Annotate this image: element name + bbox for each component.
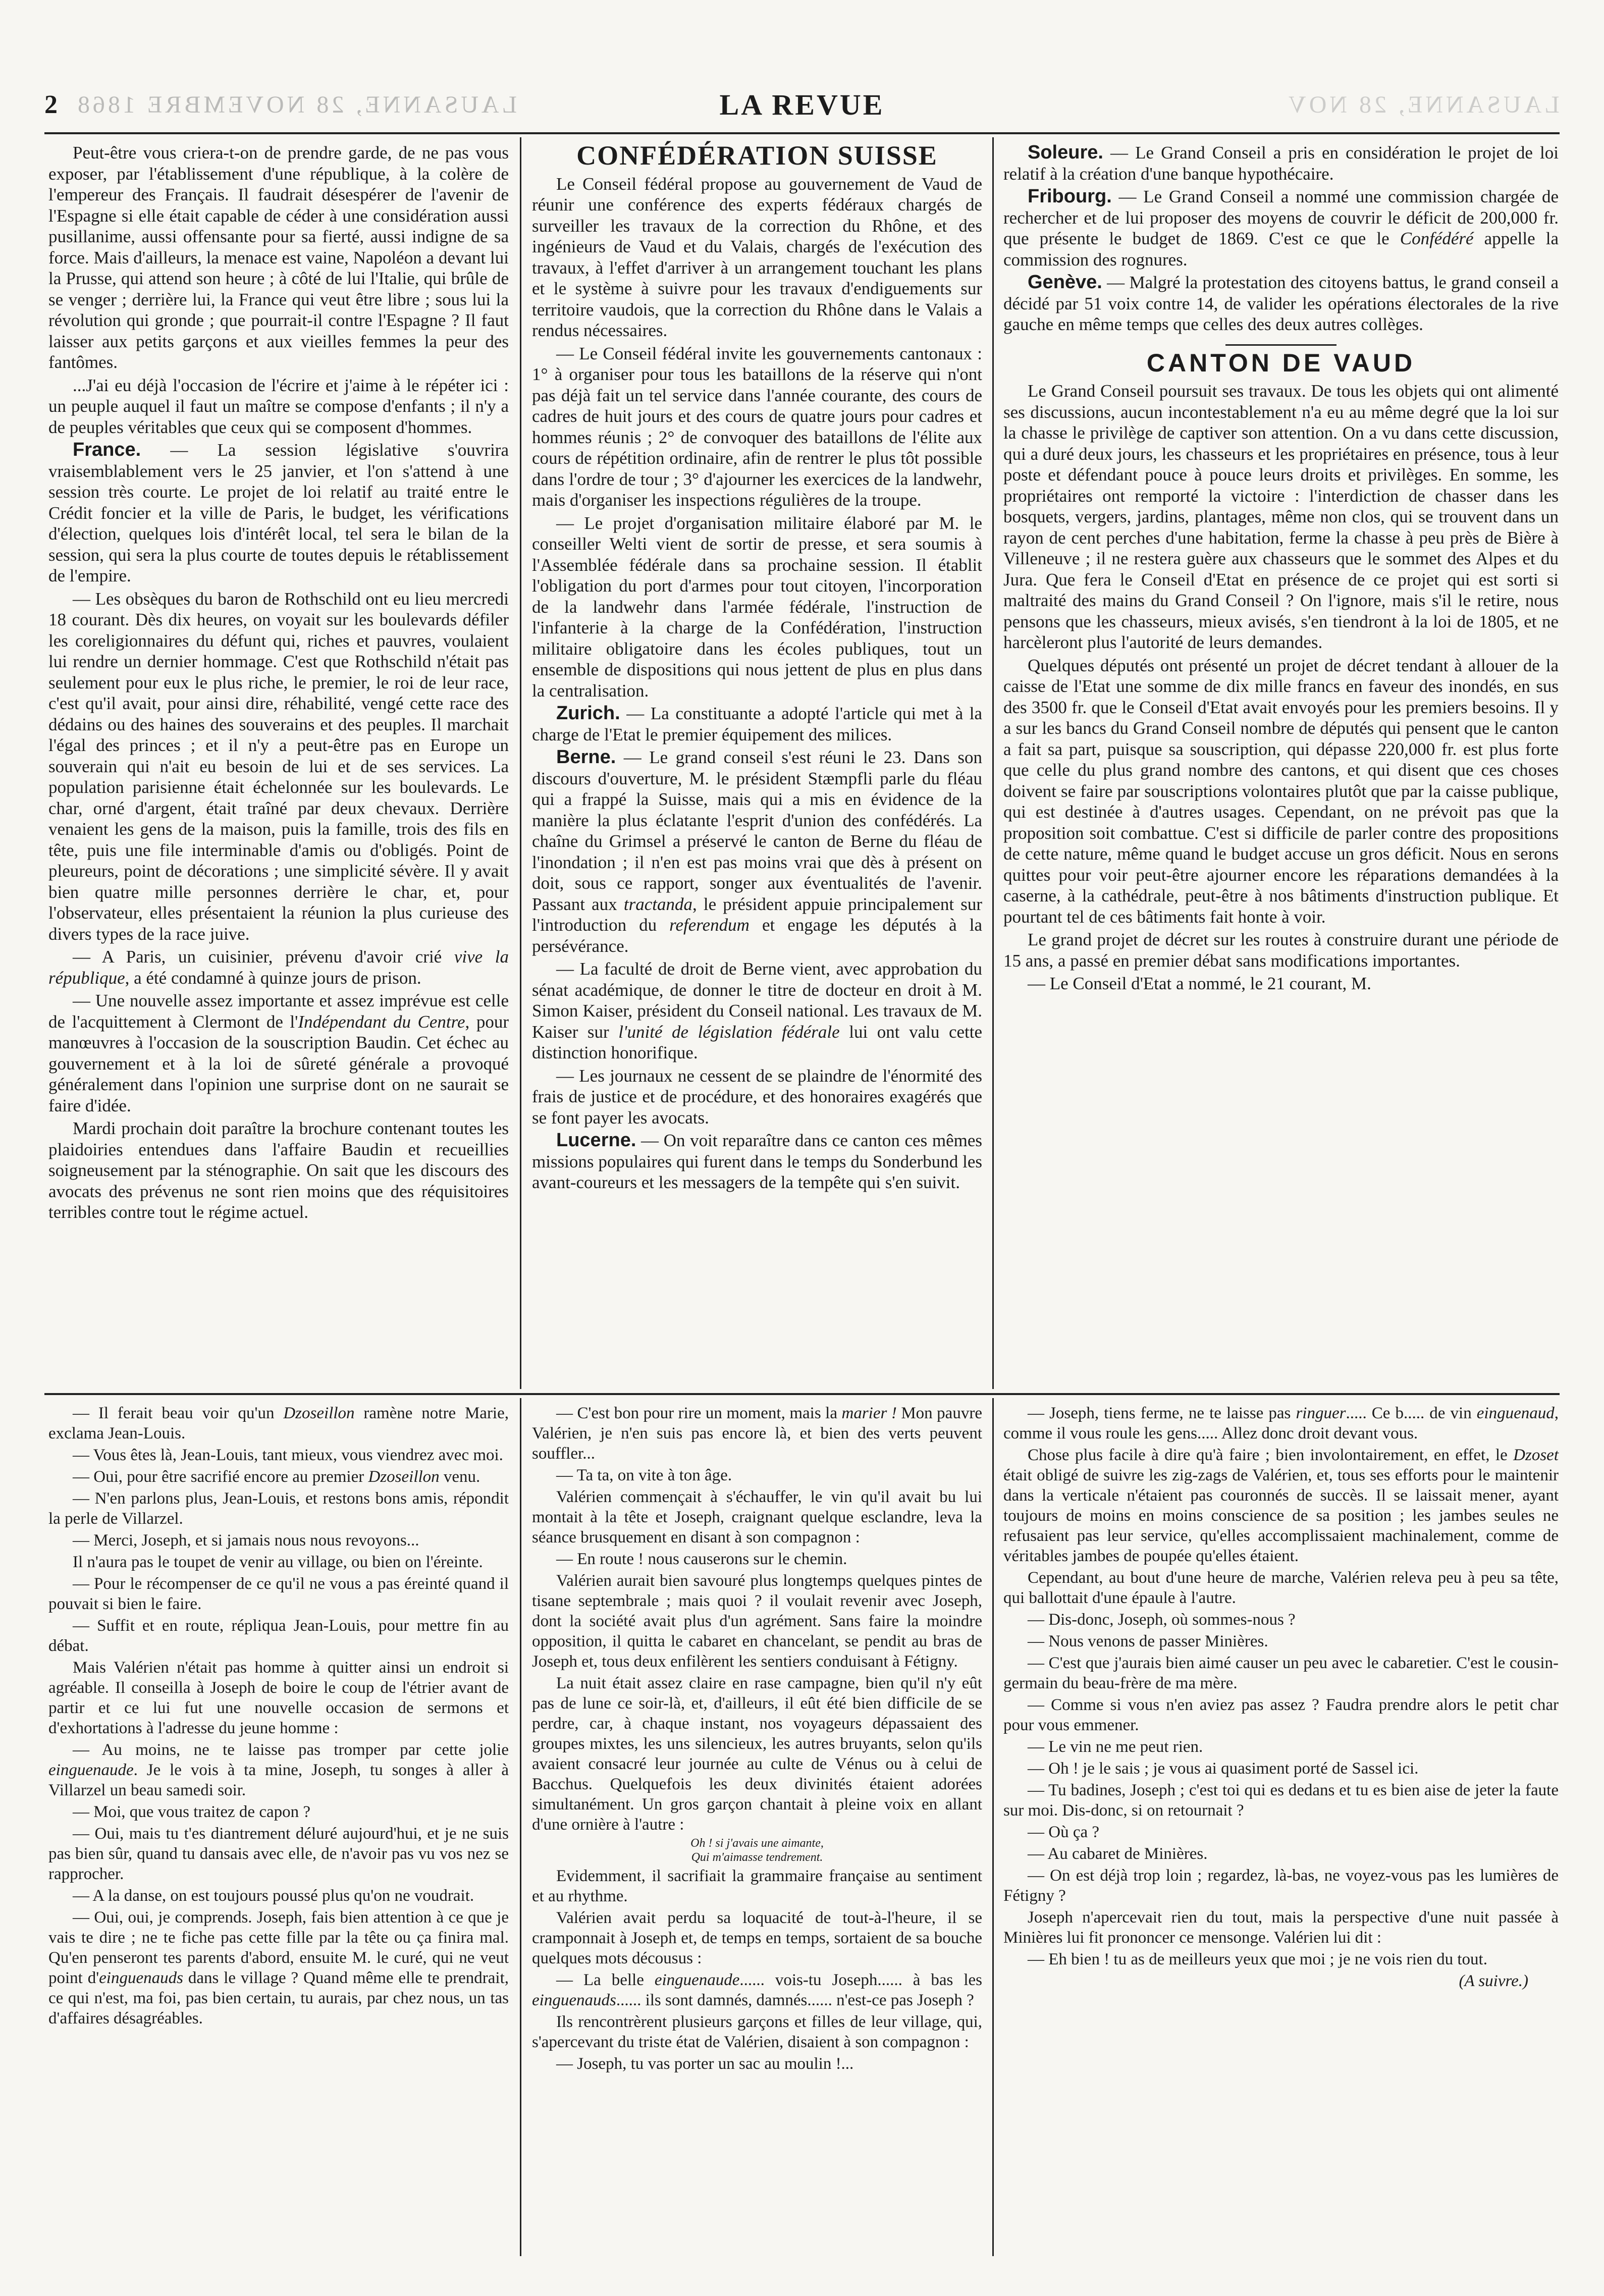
feuilleton-paragraph — [1003, 1695, 1559, 1735]
article-paragraph — [48, 440, 509, 586]
paragraph-text: — Le vin ne me peut rien. — [1028, 1738, 1203, 1756]
header-rule — [44, 132, 1560, 134]
paragraph-text: Le grand projet de décret sur les routes à construire durant une période de 15 ans, a passé en premier débat sans modifications importantes. — [1003, 930, 1559, 971]
feuilleton-paragraph — [48, 1658, 509, 1738]
italic-text: einguenaud — [1476, 1404, 1555, 1422]
article-paragraph — [532, 703, 982, 745]
feuilleton-paragraph — [48, 1530, 509, 1551]
paragraph-text: — Les journaux ne cessent de se plaindre de l'énormité des frais de justice et de procédure, et des honoraires exagérés que se font payer les avocats. — [532, 1065, 982, 1128]
italic-text: Dzoseillon — [368, 1468, 440, 1486]
paragraph-text: — C'est bon pour rire un moment, mais la — [556, 1404, 842, 1422]
paragraph-text: Evidemment, il sacrifiait la grammaire française au sentiment et au rhythme. — [532, 1867, 982, 1905]
article-paragraph — [48, 589, 509, 945]
paragraph-text: Valérien aurait bien savouré plus longtemps quelques pintes de tisane septembrale ; mais quoi ? il voulait revenir avec Joseph, dont la société avait plus d'un agrément. Sans faire la moindre opposition, il quitta le cabaret en chancelant, se pendit au bras de Joseph et, tous deux enfilèrent les sentiers conduisant à Fétigny. — [532, 1572, 982, 1671]
italic-text: referendum — [669, 915, 750, 935]
feuilleton-paragraph — [48, 1467, 509, 1487]
article-paragraph — [48, 1118, 509, 1223]
paragraph-text: Mais Valérien n'était pas homme à quitter ainsi un endroit si agréable. Il conseilla à Joseph de boire le coup de l'étrier avant de partir et ce lui fut une nouvelle occasion de sermons et d'exhortations à l'adresse du jeune homme : — [48, 1659, 509, 1737]
feuilleton-paragraph — [532, 1487, 982, 1547]
feuilleton-paragraph — [1003, 1865, 1559, 1906]
article-paragraph — [532, 747, 982, 956]
feuilleton-paragraph — [1003, 1907, 1559, 1948]
paragraph-text: — Dis-donc, Joseph, où sommes-nous ? — [1028, 1611, 1296, 1629]
feuilleton-paragraph — [532, 1571, 982, 1672]
paragraph-text: — Joseph, tu vas porter un sac au moulin !... — [556, 2055, 854, 2073]
feuilleton-paragraph — [532, 1970, 982, 2010]
paragraph-text: — Il ferait beau voir qu'un — [73, 1404, 284, 1422]
bleed-through-right: LAUSANNE, 28 NOV — [1286, 91, 1560, 118]
italic-text: einguenaude — [48, 1761, 134, 1779]
paragraph-text: et engage les députés à la persévérance. — [532, 915, 983, 956]
paragraph-text: — Tu badines, Joseph ; c'est toi qui es dedans et tu es bien aise de jeter la faute sur moi. Dis-donc, si on retournait ? — [1003, 1781, 1559, 1820]
italic-text: Dzoset — [1513, 1446, 1559, 1464]
article-paragraph — [1003, 186, 1559, 270]
paragraph-text: — Le projet d'organisation militaire élaboré par M. le conseiller Welti vient de sortir de presse, et sera soumis à l'Assemblée fédérale dans sa prochaine session. Il établit l'obligation du port d'armes pour tout citoyen, l'incorporation de la landwehr dans l'armée fédérale, l'instruction de l'infanterie à la charge de la Confédération, l'instruction militaire obligatoire dans les écoles publiques, tout un ensemble de dispositions qui nous jettent de plus en plus dans la centralisation. — [532, 513, 982, 701]
paragraph-text: — Ta ta, on vite à ton âge. — [556, 1466, 732, 1484]
article-paragraph — [1003, 973, 1559, 994]
feuilleton-paragraph — [1003, 1758, 1559, 1779]
italic-text: einguenaude — [654, 1971, 740, 1989]
paragraph-text: — La session législative s'ouvrira vraisemblablement vers le 25 janvier, et l'on s'attend à une session très courte. Le projet de loi relatif au traité entre le Crédit foncier et la ville de Paris, le budget, les vérifications d'élection, quelques lois d'intérêt local, tel sera le bilan de la session, qui sera la plus courte de toutes depuis le rétablissement de l'empire. — [48, 440, 509, 585]
paragraph-text: Valérien avait perdu sa loquacité de tout-à-l'heure, il se cramponnait à Joseph et, de temps en temps, sortaient de sa bouche quelques mots décousus : — [532, 1909, 982, 1967]
paragraph-text: ..... Ce b..... de vin — [1346, 1404, 1477, 1422]
paragraph-text: — N'en parlons plus, Jean-Louis, et restons bons amis, répondit la perle de Villarzel. — [48, 1489, 509, 1528]
feuilleton-column-rule-2 — [992, 1398, 994, 2256]
italic-text: Indépendant du Centre — [298, 1011, 465, 1032]
article-paragraph — [532, 343, 982, 511]
paragraph-text: , pour manœuvres à l'occasion de la souscription Baudin. Cet échec au gouvernement et à la loi de sûreté générale a provoqué généralement dans l'opinion une surprise dont on ne saurait se faire d'idée. — [48, 1011, 509, 1115]
paragraph-text: , comme il vous roule les gens..... Allez donc droit devant vous. — [1003, 1404, 1559, 1443]
feuilleton-paragraph — [1003, 1445, 1559, 1566]
italic-text: marier ! — [841, 1404, 897, 1422]
page-header — [44, 86, 1560, 131]
paragraph-text: ...J'ai eu déjà l'occasion de l'écrire et j'aime à le répéter ici : un peuple auquel il faut un maître se compose d'enfants ; il n'y a de peuples véritables que ceux qui se composent d'hommes. — [48, 375, 509, 437]
paragraph-text: était obligé de suivre les zig-zags de Valérien, et, tous ses efforts pour le maintenir dans la verticale n'étaient pas couronnés de succès. Il se laissait mener, ayant toujours de moins en moins conscience de sa position ; les jambes seules ne refusaient pas leur service, qu'elles accomplissaient machinalement, comme de véritables jambes de poupée qu'elles étaient. — [1003, 1466, 1559, 1565]
italic-text: vive la république — [48, 947, 509, 988]
feuilleton-paragraph — [1003, 1631, 1559, 1651]
feuilleton-paragraph — [48, 1552, 509, 1572]
column-1 — [48, 142, 509, 1225]
paragraph-text: — Moi, que vous traitez de capon ? — [73, 1803, 311, 1821]
paragraph-text: , a été condamné à quinze jours de prison. — [125, 968, 421, 988]
paragraph-text: — La constituante a adopté l'article qui met à la charge de l'Etat le premier équipement des milices. — [532, 704, 982, 744]
paragraph-text: Joseph n'apercevait rien du tout, mais la perspective d'une nuit passée à Minières lui fit prononcer ce mensonge. Valérien lui dit : — [1003, 1908, 1559, 1947]
paragraph-text: — La faculté de droit de Berne vient, avec approbation du sénat académique, de donner le titre de docteur en droit à M. Simon Kaiser, président du Conseil national. Les travaux de M. Kaiser sur — [532, 959, 982, 1042]
paragraph-text: — Merci, Joseph, et si jamais nous nous revoyons... — [73, 1531, 419, 1550]
section-heading-canton-vaud: CANTON DE VAUD — [1146, 348, 1416, 377]
italic-text: l'unité de législation fédérale — [618, 1022, 840, 1042]
feuilleton-paragraph — [1003, 1610, 1559, 1630]
paragraph-text: Peut-être vous criera-t-on de prendre garde, de ne pas vous exposer, par l'établissement d'une république, à la colère de l'empereur des Français. Il faudrait désespérer de l'avenir de l'Espagne si elle était capable de céder à une considération aussi pusillanime, aussi offensante pour sa fierté, aussi indigne de sa force. Mais d'ailleurs, la menace est vaine, Napoléon a devant lui la Prusse, qui attend son heure ; à côté de lui l'Italie, qui brûle de se venger ; derrière lui, la France qui veut être libre ; sous lui la révolution qui gronde ; que pourrait-il contre l'Espagne ? Il faut laisser aux petits garçons et aux vieilles femmes la peur des fantômes. — [48, 143, 509, 372]
feuilleton-paragraph — [48, 1574, 509, 1614]
canton-lead: Zurich. — [556, 703, 620, 724]
paragraph-text: — Suffit et en route, répliqua Jean-Louis, pour mettre fin au débat. — [48, 1617, 509, 1655]
feuilleton-paragraph — [532, 1866, 982, 1906]
article-paragraph — [1003, 655, 1559, 928]
feuilleton-rule — [44, 1393, 1560, 1395]
paragraph-text: — Le Conseil d'Etat a nommé, le 21 courant, M. — [1028, 974, 1371, 993]
paragraph-text: — Oh ! je le sais ; je vous ai quasiment porté de Sassel ici. — [1028, 1759, 1419, 1778]
article-paragraph — [48, 990, 509, 1116]
canton-lead: Berne. — [556, 746, 616, 768]
paragraph-text: — On est déjà trop loin ; regardez, là-bas, ne voyez-vous pas les lumières de Fétigny ? — [1003, 1866, 1559, 1905]
paragraph-text: — Au cabaret de Minières. — [1028, 1845, 1208, 1863]
feuilleton-paragraph — [532, 1465, 982, 1485]
paragraph-text: ...... vois-tu Joseph...... à bas les — [739, 1971, 983, 1989]
feuilleton-paragraph — [532, 1549, 982, 1569]
feuilleton-paragraph — [1003, 1568, 1559, 1608]
paragraph-text: Cependant, au bout d'une heure de marche, Valérien releva peu à peu sa tête, qui ballottait d'une épaule à l'autre. — [1003, 1569, 1559, 1607]
paragraph-text: Ils rencontrèrent plusieurs garçons et filles de leur village, qui, s'apercevant du triste état de Valérien, disaient à son compagnon : — [532, 2013, 982, 2051]
italic-text: Dzoseillon — [283, 1404, 355, 1422]
article-paragraph — [1003, 381, 1559, 653]
paragraph-text: — A la danse, on est toujours poussé plus qu'on ne voudrait. — [73, 1887, 474, 1905]
feuilleton-paragraph — [48, 1907, 509, 2028]
paragraph-text: — Oui, pour être sacrifié encore au premier — [73, 1468, 368, 1486]
italic-text: Confédéré — [1400, 229, 1474, 248]
paragraph-text: — Le grand conseil s'est réuni le 23. Dans son discours d'ouverture, M. le président Stæmpfli parle du fléau qui a frappé la Suisse, mais qui a mis en évidence de la manière la plus éclatante l'esprit d'union des confédérés. La chaîne du Grimsel a préservé le canton de Berne du fléau de l'inondation ; il n'en est pas moins vrai que dès à présent on doit, sous ce rapport, songer aux éventualités de l'avenir. Passant aux — [532, 747, 982, 914]
paragraph-text: ramène notre Marie, exclama Jean-Louis. — [48, 1404, 509, 1443]
feuilleton-paragraph — [1003, 1822, 1559, 1842]
paragraph-text: — Les obsèques du baron de Rothschild ont eu lieu mercredi 18 courant. Dès dix heures, on voyait sur les boulevards défiler les coreligionnaires du défunt qui, riches et pauvres, voulaient lui rendre un dernier hommage. C'est que Rothschild n'était pas seulement pour eux le plus riche, le premier, le roi de leur race, c'est qu'il avait, pour ainsi dire, réhabilité, vengé cette race des dédains ou des haines des souverains et des peuples. Il marchait l'égal des princes ; et il n'y a peut-être pas en Europe un souverain qui n'ait eu besoin de lui et de ses services. La population parisienne était échelonnée sur les boulevards. Le char, orné d'argent, était traîné par deux chevaux. Derrière venaient les gens de la maison, puis la famille, trois des fils en tête, puis une file interminable d'amis ou d'obligés. Point de pleureurs, point de décorations ; une simplicité sévère. Il y avait bien quatre mille personnes derrière le char, et, pour l'observateur, elles présentaient la réunion la plus curieuse des divers types de la race juive. — [48, 589, 509, 944]
feuilleton-paragraph — [48, 1488, 509, 1529]
verse-line: Oh ! si j'avais une aimante, — [690, 1837, 824, 1850]
paragraph-text: dans le village ? Quand même elle te prendrait, ce qui n'est, ma foi, pas bien certain, tu aurais, par chez nous, un tas d'affaires désagréables. — [48, 1969, 509, 2027]
feuilleton-column-rule-1 — [520, 1398, 521, 2256]
paragraph-text: — Vous êtes là, Jean-Louis, tant mieux, vous viendrez avec moi. — [73, 1446, 503, 1464]
article-paragraph — [48, 946, 509, 988]
italic-text: ringuer — [1296, 1404, 1346, 1422]
italic-text: einguenauds — [99, 1969, 183, 1987]
feuilleton-column-1 — [48, 1403, 509, 2030]
paragraph-text: Chose plus facile à dire qu'à faire ; bien involontairement, en effet, le — [1028, 1446, 1514, 1464]
paragraph-text: Il n'aura pas le toupet de venir au village, ou bien on l'éreinte. — [73, 1553, 483, 1571]
feuilleton-paragraph — [532, 2054, 982, 2074]
paragraph-text: — La belle — [556, 1971, 655, 1989]
verse-line: Qui m'aimasse tendrement. — [691, 1851, 823, 1864]
paragraph-text: — On voit reparaître dans ce canton ces mêmes missions populaires qui furent dans le temps du Sonderbund les avant-coureurs et les messagers de la tempête qui s'en suivit. — [532, 1131, 982, 1192]
paragraph-text: Le Conseil fédéral propose au gouvernement de Vaud de réunir une conférence des experts fédéraux chargés de surveiller les travaux de la correction du Rhône, et des ingénieurs de Vaud et du Valais, chargés de l'exécution des travaux, à l'effet d'arriver à un arrangement touchant les plans et le système à suivre pour les travaux d'endiguements sur territoire vaudois, que la correction du Rhône dans le Valais a rendus nécessaires. — [532, 174, 982, 340]
paragraph-text: — Le Conseil fédéral invite les gouvernements cantonaux : 1° à organiser pour tous les bataillons de la réserve qui n'ont pas déjà fait un tel service dans l'année courante, des cours de cadres de huit jours et des cours de quatre jours pour cadres et hommes réunis ; 2° de convoquer des bataillons de l'élite aux cours de répétition ordinaire, afin de rentrer le plus tôt possible dans l'ordre de tour ; 3° d'ajourner les exercices de la landwehr, mais d'organiser les inspections régulières de la troupe. — [532, 343, 982, 510]
paragraph-text: ...... ils sont damnés, damnés...... n'est-ce pas Joseph ? — [616, 1991, 974, 2009]
canton-lead: France. — [73, 439, 141, 460]
feuilleton-paragraph — [532, 1673, 982, 1835]
article-paragraph — [1003, 929, 1559, 971]
feuilleton-paragraph — [48, 1616, 509, 1656]
column-rule-2 — [992, 137, 994, 1389]
paragraph-text: lui ont valu cette distinction honorifique. — [532, 1022, 982, 1062]
article-paragraph — [532, 513, 982, 702]
feuilleton-paragraph — [532, 1403, 982, 1464]
feuilleton-paragraph — [48, 1445, 509, 1465]
bleed-through-left: LAUSANNE, 28 NOVEMBRE 1868 — [75, 91, 517, 118]
paragraph-text: Quelques députés ont présenté un projet de décret tendant à allouer de la caisse de l'Etat une somme de dix mille francs en faveur des inondés, en sus des 3500 fr. que le Conseil d'Etat avait envoyés pour les premiers besoins. Il y a sur les bancs du Grand Conseil nombre de députés qui pensent que le canton a fait sa part, puisque sa souscription, qui dépasse 220,000 fr. est plus forte que celle du plus grand nombre des cantons, et qui disent que ces choses doivent se faire par souscriptions volontaires plutôt que par la caisse publique, qui est destinée à d'autres usages. Cependant, on ne prévoit pas que la proposition soit combattue. C'est si difficile de parler contre des propositions de cette nature, même quand le budget accuse un gros déficit. Nous en serons quittes pour voir peut-être ajourner encore les réparations demandées à la caserne, à la cathédrale, peut-être à nos bâtiments d'instruction publique. Et pourtant tel de ces bâtiments fait honte à voir. — [1003, 655, 1559, 927]
newspaper-title: LA REVUE — [719, 88, 885, 121]
paragraph-text: — Le Grand Conseil a nommé une commission chargée de rechercher et de lui proposer des moyens de couvrir le déficit de 200,000 fr. que présente le budget de 1869. C'est ce que le — [1003, 187, 1559, 248]
feuilleton-paragraph — [1003, 1737, 1559, 1757]
paragraph-text: — Une nouvelle assez importante et assez imprévue est celle de l'acquittement à Clermont de l' — [48, 991, 509, 1032]
paragraph-text: — Au moins, ne te laisse pas tromper par cette jolie — [73, 1741, 509, 1759]
feuilleton-paragraph — [48, 1824, 509, 1884]
feuilleton-paragraph — [48, 1740, 509, 1800]
canton-lead: Soleure. — [1028, 142, 1103, 163]
paragraph-text: venu. — [439, 1468, 480, 1486]
feuilleton-paragraph — [48, 1802, 509, 1822]
page-number: 2 — [44, 90, 58, 119]
paragraph-text: — Comme si vous n'en aviez pas assez ? Faudra prendre alors le petit char pour vous emmener. — [1003, 1696, 1559, 1734]
article-paragraph — [532, 174, 982, 341]
article-paragraph — [532, 958, 982, 1063]
article-paragraph — [48, 142, 509, 373]
to-be-continued: (A suivre.) — [1459, 1972, 1528, 1990]
column-2 — [532, 142, 982, 1195]
canton-lead: Genève. — [1028, 272, 1102, 293]
italic-text: tractanda — [623, 894, 692, 914]
paragraph-text: — En route ! nous causerons sur le chemin. — [556, 1550, 847, 1568]
paragraph-text: — Pour le récompenser de ce qu'il ne vous a pas éreinté quand il pouvait si bien le faire. — [48, 1575, 509, 1613]
paragraph-text: — A Paris, un cuisinier, prévenu d'avoir crié — [73, 947, 454, 967]
feuilleton-paragraph — [1003, 1780, 1559, 1821]
feuilleton-paragraph — [1003, 1844, 1559, 1864]
feuilleton-paragraph — [532, 2012, 982, 2052]
paragraph-text: Le Grand Conseil poursuit ses travaux. De tous les objets qui ont alimenté ses discussions, aucun incontestablement n'a eu au même degré que la loi sur la chasse le privilège de captiver son attention. On a vu dans cette discussion, qui a duré deux jours, les chasseurs et les propriétaires en présence, tous à leur poste et défendant pouce à pouce leurs droits et privilèges. En somme, les propriétaires ont remporté la victoire : l'interdiction de chasser dans les bosquets, vergers, jardins, plantages, même non clos, qui se trouvent dans un rayon de cent perches d'une habitation, ferme la chasse à peu près de Bière à Villeneuve ; il ne restera guère aux chasseurs que le sommet des Alpes et du Jura. Que fera le Conseil d'Etat en présence de ce projet qui est sorti si maltraité des mains du Grand Conseil ? On l'ignore, mais s'il le retire, nous pensons que les chasseurs, mieux avisés, s'en tiendront à la loi de 1805, et ne harcèleront plus l'autorité de leurs demandes. — [1003, 381, 1559, 652]
paragraph-text: La nuit était assez claire en rase campagne, bien qu'il n'y eût pas de lune ce soir-là, et, d'ailleurs, il eût été bien difficile de se perdre, car, à chaque instant, nos voyageurs dépassaient des groupes mixtes, les uns silencieux, les autres bruyants, selon qu'ils avaient consacré leur journée au culte de Vénus ou à celui de Bacchus. Quelquefois les deux divinités étaient adorées simultanément. Un gros garçon chantait à pleine voix en allant d'une ornière à l'autre : — [532, 1674, 982, 1834]
article-paragraph — [1003, 272, 1559, 335]
italic-text: einguenauds — [532, 1991, 616, 2009]
feuilleton-paragraph — [48, 1403, 509, 1444]
paragraph-text: , le président appuie principalement sur l'introduction du — [532, 894, 982, 935]
feuilleton-paragraph — [48, 1886, 509, 1906]
paragraph-text: . Je le vois à ta mine, Joseph, tu songes à aller à Villarzel un beau samedi soir. — [48, 1761, 509, 1799]
feuilleton-paragraph — [1003, 1403, 1559, 1444]
article-paragraph — [1003, 142, 1559, 184]
paragraph-text: — Joseph, tiens ferme, ne te laisse pas — [1028, 1404, 1296, 1422]
feuilleton-paragraph — [532, 1836, 982, 1864]
column-rule-1 — [520, 137, 521, 1389]
paragraph-text: — C'est que j'aurais bien aimé causer un peu avec le cabaretier. C'est le cousin-germain du beau-frère de ma mère. — [1003, 1654, 1559, 1692]
paragraph-text: — Nous venons de passer Minières. — [1028, 1632, 1268, 1650]
paragraph-text: Mardi prochain doit paraître la brochure contenant toutes les plaidoiries entendues dans l'affaire Baudin et recueillies soigneusement par la sténographie. On sait que les discours des avocats des prévenus ne sont rien moins que des réquisitoires terribles contre tout le régime actuel. — [48, 1118, 509, 1222]
paragraph-text: appelle la commission des rognures. — [1003, 229, 1559, 270]
article-paragraph — [532, 1130, 982, 1193]
paragraph-text: — Où ça ? — [1028, 1823, 1100, 1841]
paragraph-text: — Le Grand Conseil a pris en considération le projet de loi relatif à la création d'une banque hypothécaire. — [1003, 143, 1559, 184]
paragraph-text: Valérien commençait à s'échauffer, le vin qu'il avait bu lui montait à la tête et Joseph, craignant quelque esclandre, leva la séance brusquement en disant à son compagnon : — [532, 1488, 982, 1546]
canton-lead: Lucerne. — [556, 1130, 636, 1151]
article-paragraph — [48, 375, 509, 438]
feuilleton-column-3 — [1003, 1403, 1559, 1993]
feuilleton-paragraph — [532, 1908, 982, 1968]
paragraph-text: — Eh bien ! tu as de meilleurs yeux que moi ; je ne vois rien du tout. — [1028, 1950, 1487, 1968]
feuilleton-column-2 — [532, 1403, 982, 2075]
canton-lead: Fribourg. — [1028, 186, 1112, 207]
section-divider — [1225, 344, 1336, 346]
feuilleton-paragraph — [1003, 1653, 1559, 1693]
feuilleton-paragraph — [1003, 1949, 1559, 1969]
column-3 — [1003, 142, 1559, 996]
paragraph-text: Mon pauvre Valérien, je n'en suis pas encore là, et bien des verts peuvent souffler... — [532, 1404, 982, 1463]
paragraph-text: — Malgré la protestation des citoyens battus, le grand conseil a décidé par 51 voix contre 14, de valider les opérations électorales de la rive gauche en même temps que celles des deux autres collèges. — [1003, 273, 1559, 334]
section-heading-confederation: CONFÉDÉRATION SUISSE — [576, 140, 938, 171]
paragraph-text: — Oui, oui, je comprends. Joseph, fais bien attention à ce que je vais te dire ; ne te fiche pas cette fille par la tête ou ça finira mal. Qu'en penseront tes parents d'abord, ensuite M. le curé, qui ne veut point d' — [48, 1908, 509, 1987]
article-paragraph — [532, 1065, 982, 1129]
paragraph-text: — Oui, mais tu t'es diantrement déluré aujourd'hui, et je ne suis pas bien sûr, quand tu dansais avec elle, de n'avoir pas vu vos nez se rapprocher. — [48, 1825, 509, 1883]
